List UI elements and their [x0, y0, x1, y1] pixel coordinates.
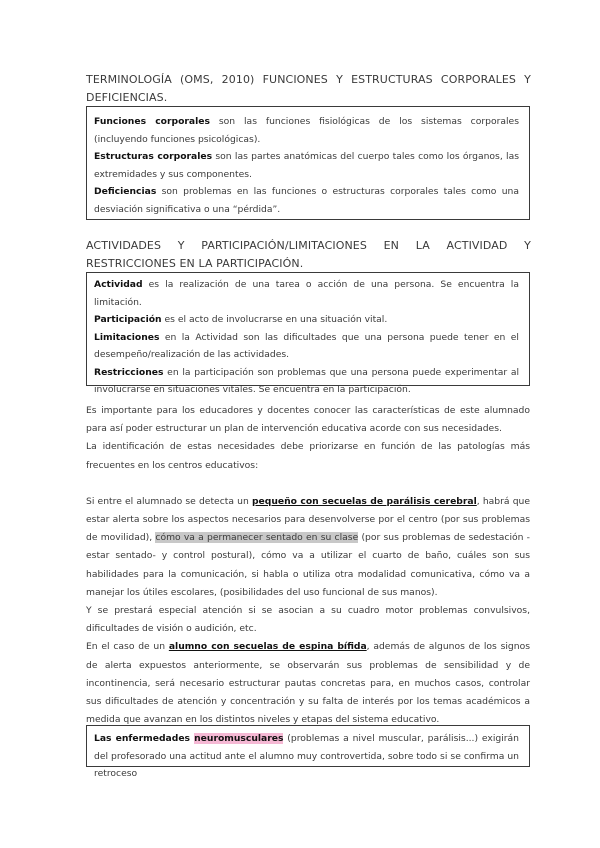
- definition-structures: Estructuras corporales son las partes anatómicas del cuerpo tales como los órganos, las extremidades y sus componentes.: [94, 151, 519, 180]
- term: Estructuras corporales: [94, 151, 213, 162]
- section-heading-activities: ACTIVIDADES Y PARTICIPACIÓN/LIMITACIONES EN LA ACTIVIDAD Y RESTRICCIONES EN LA PARTICIPACIÓN.: [86, 239, 531, 270]
- term: Actividad: [94, 279, 143, 290]
- neuromuscular-box: [86, 725, 530, 779]
- definition-limitations: Limitaciones en la Actividad son las dificultades que una persona puede tener en el desempeño/realización de las actividades.: [94, 331, 519, 360]
- definition-activity: Actividad es la realización de una tarea o acción de una persona. Se encuentra la limitación.: [94, 279, 519, 308]
- definition-functions: Funciones corporales son las funciones fisiológicas de los sistemas corporales (incluyendo funciones psicológicas).: [94, 116, 519, 145]
- paragraph-intro: Es importante para los educadores y docentes conocer las características de este alumnado para así poder estructurar un plan de intervención educativa acorde con sus necesidades.: [86, 405, 530, 435]
- definition-deficiencies: Deficiencias son problemas en las funciones o estructuras corporales tales como una desviación significativa o una “pérdida”.: [94, 186, 519, 215]
- term: Funciones corporales: [94, 116, 210, 127]
- highlight-seated: cómo va a permanecer sentado en su clase: [155, 532, 359, 544]
- definition-participation: Participación es el acto de involucrarse en una situación vital.: [94, 314, 388, 325]
- term: Deficiencias: [94, 186, 157, 197]
- term: Participación: [94, 314, 162, 325]
- term: Restricciones: [94, 366, 164, 378]
- paragraph-neuromuscular: Las enfermedades neuromusculares (problemas a nivel muscular, parálisis...) exigirán del profesorado una actitud ante el alumno muy controvertida, sobre todo si se confirma un retroceso: [94, 733, 519, 779]
- definition-restrictions: Restricciones en la participación son problemas que una persona puede experimentar al involucrarse en situaciones vitales. Se encuentra en la participación.: [94, 366, 519, 395]
- paragraph-cerebral-palsy: Si entre el alumnado se detecta un pequeño con secuelas de parálisis cerebral, habrá que estar alerta sobre los aspectos necesarios para desenvolverse por el centro (por sus problemas de movilidad), cómo va a permanecer sentado en su clase (por sus problemas de sedestación -estar sentado- y control postural), cómo va a utilizar el cuarto de baño, cuáles son sus habilidades para la comunicación, si habla o utiliza otra modalidad comunicativa, cómo va a manejar los útiles escolares, (posibilidades del uso funcional de sus manos).: [86, 495, 530, 598]
- definitions-box-activities: [86, 272, 530, 395]
- highlight-cerebral-palsy: pequeño con secuelas de parálisis cerebral: [251, 495, 477, 507]
- paragraph-convulsive: Y se prestará especial atención si se asocian a su cuadro motor problemas convulsivos, dificultades de visión o audición, etc.: [86, 605, 530, 635]
- paragraph-identification: La identificación de estas necesidades debe priorizarse en función de las patologías más frecuentes en los centros educativos:: [86, 441, 530, 471]
- body-text: [86, 402, 530, 729]
- paragraph-spina-bifida: En el caso de un alumno con secuelas de espina bífida, además de algunos de los signos de alerta expuestos anteriormente, se observarán sus problemas de sensibilidad y de incontinencia, será necesario estructurar pautas concretas para, en muchos casos, controlar sus dificultades de atención y concentración y su falta de interés por los temas académicos a medida que avanzan en los distintos niveles y etapas del sistema educativo.: [86, 641, 530, 726]
- definitions-box-functions: [86, 106, 530, 220]
- section-heading-functions: TERMINOLOGÍA (OMS, 2010) FUNCIONES Y ESTRUCTURAS CORPORALES Y DEFICIENCIAS.: [86, 73, 531, 104]
- highlight-neuromuscular: neuromusculares: [194, 733, 284, 744]
- highlight-spina-bifida: alumno con secuelas de espina bífida: [168, 641, 367, 653]
- term: Limitaciones: [94, 331, 160, 343]
